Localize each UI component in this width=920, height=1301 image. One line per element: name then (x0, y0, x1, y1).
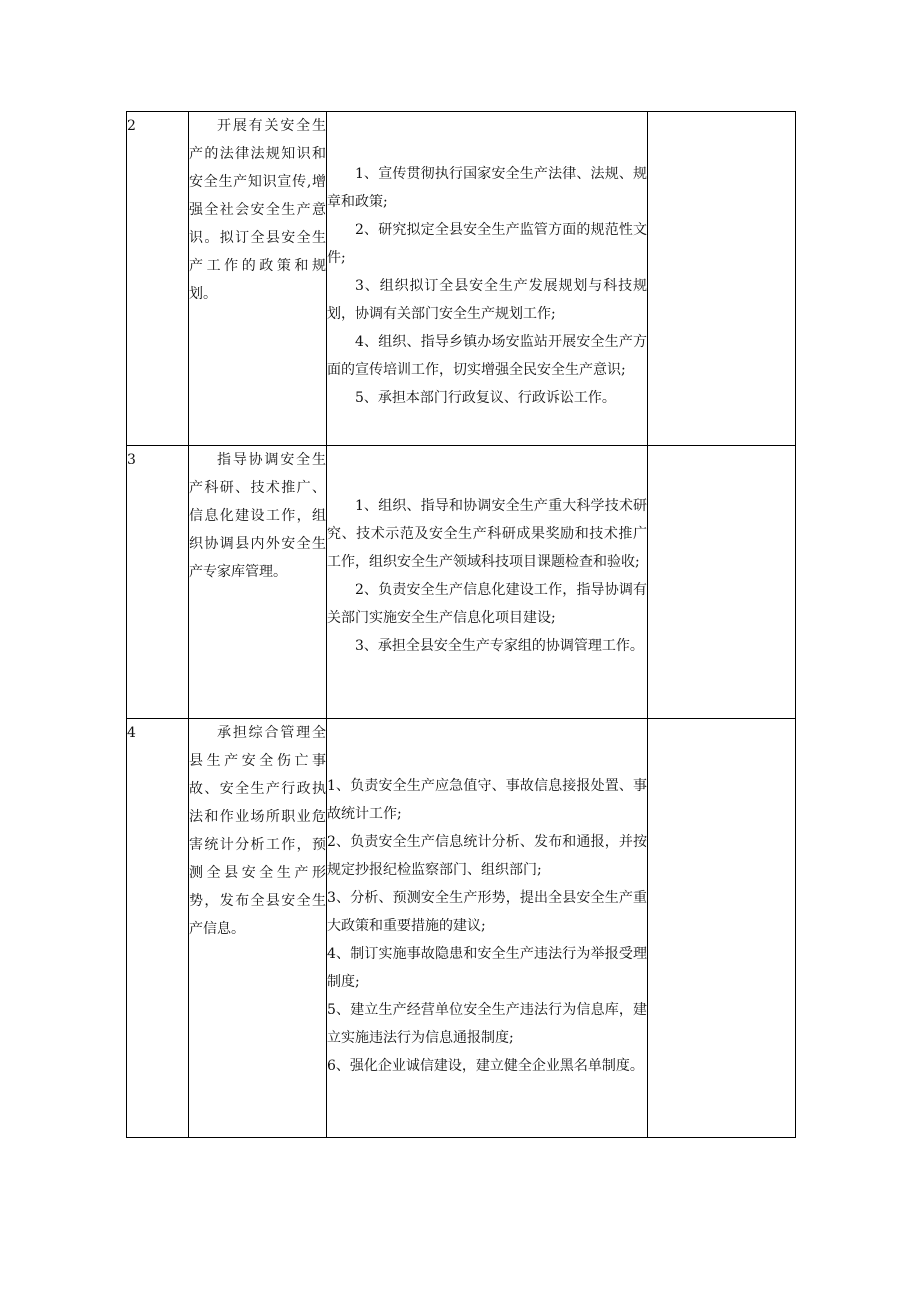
duty-table (126, 111, 796, 1138)
task-item: 6、强化企业诚信建设，建立健全企业黑名单制度。 (327, 1058, 644, 1074)
table-row (127, 719, 796, 1138)
task-item: 3、组织拟订全县安全生产发展规划与科技规划，协调有关部门安全生产规划工作; (327, 278, 647, 322)
responsibility-cell (189, 719, 327, 1138)
tasks-cell (327, 112, 648, 446)
task-item: 4、组织、指导乡镇办场安监站开展安全生产方面的宣传培训工作，切实增强全民安全生产意识; (327, 334, 647, 378)
row-number: 4 (127, 719, 189, 1138)
task-item: 1、宣传贯彻执行国家安全生产法律、法规、规章和政策; (327, 166, 647, 210)
tasks-cell (327, 446, 648, 719)
note-cell (648, 112, 796, 446)
task-item: 3、分析、预测安全生产形势，提出全县安全生产重大政策和重要措施的建议; (327, 890, 647, 934)
task-item: 1、负责安全生产应急值守、事故信息接报处置、事故统计工作; (327, 778, 647, 822)
responsibility-cell (189, 112, 327, 446)
task-item: 1、组织、指导和协调安全生产重大科学技术研究、技术示范及安全生产科研成果奖励和技术推广工作，组织安全生产领域科技项目课题检查和验收; (327, 498, 647, 570)
task-item: 3、承担全县安全生产专家组的协调管理工作。 (355, 638, 644, 654)
note-cell (648, 719, 796, 1138)
task-item: 2、研究拟定全县安全生产监管方面的规范性文件; (327, 222, 647, 266)
responsibility-text: 承担综合管理全县生产安全伤亡事故、安全生产行政执法和作业场所职业危害统计分析工作，预测全县安全生产形势，发布全县安全生产信息。 (189, 725, 326, 937)
responsibility-cell (189, 446, 327, 719)
tasks-cell (327, 719, 648, 1138)
task-item: 2、负责安全生产信息化建设工作，指导协调有关部门实施安全生产信息化项目建设; (327, 582, 647, 626)
task-item: 5、建立生产经营单位安全生产违法行为信息库，建立实施违法行为信息通报制度; (327, 1002, 647, 1046)
responsibility-text: 指导协调安全生产科研、技术推广、信息化建设工作，组织协调县内外安全生产专家库管理。 (189, 452, 326, 580)
table-row (127, 112, 796, 446)
row-number: 2 (127, 112, 189, 446)
row-number: 3 (127, 446, 189, 719)
note-cell (648, 446, 796, 719)
task-item: 2、负责安全生产信息统计分析、发布和通报，并按规定抄报纪检监察部门、组织部门; (327, 834, 647, 878)
task-item: 4、制订实施事故隐患和安全生产违法行为举报受理制度; (327, 946, 647, 990)
responsibility-text: 开展有关安全生产的法律法规知识和安全生产知识宣传,增强全社会安全生产意识。拟订全县安全生产工作的政策和规划。 (189, 118, 326, 302)
table-row (127, 446, 796, 719)
task-item: 5、承担本部门行政复议、行政诉讼工作。 (355, 390, 616, 406)
